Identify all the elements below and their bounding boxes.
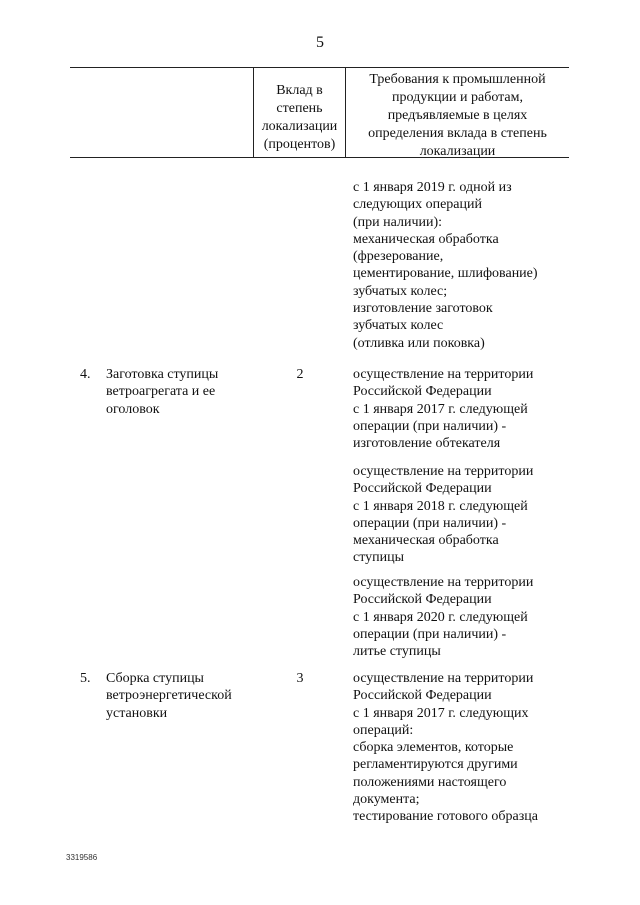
footer-code: 3319586 bbox=[66, 853, 98, 862]
requirements-continuation: с 1 января 2019 г. одной из следующих операций (при наличии): механическая обработка (фрезерование, цементирование, шлифование) зубчатых колес; изготовление заготовок зубчатых колес (отливка или поковка) bbox=[353, 180, 538, 351]
table-top-rule bbox=[70, 67, 569, 68]
row-4-percent: 2 bbox=[296, 367, 304, 382]
row-5-requirement-1: осуществление на территории Российской Федерации с 1 января 2017 г. следующих операций: сборка элементов, которые регламентируются другими положениями настоящего документа; тестирование готового образца bbox=[353, 671, 538, 825]
row-4-name: Заготовка ступицы ветроагрегата и ее оголовок bbox=[106, 367, 219, 417]
header-requirements: Требования к промышленной продукции и работам, предъявляемые в целях определения вклада в степень локализации bbox=[368, 72, 547, 159]
row-4-requirement-1: осуществление на территории Российской Федерации с 1 января 2017 г. следующей операции (при наличии) - изготовление обтекателя bbox=[353, 367, 534, 452]
row-4-number: 4. bbox=[80, 367, 91, 382]
row-5-name: Сборка ступицы ветроэнергетической установки bbox=[106, 671, 232, 721]
row-4-requirement-3: осуществление на территории Российской Федерации с 1 января 2020 г. следующей операции (при наличии) - литье ступицы bbox=[353, 575, 534, 660]
row-5-number: 5. bbox=[80, 671, 91, 686]
row-4-requirement-2: осуществление на территории Российской Федерации с 1 января 2018 г. следующей операции (при наличии) - механическая обработка ступицы bbox=[353, 464, 534, 566]
header-contribution: Вклад в степень локализации (процентов) bbox=[261, 83, 338, 152]
page-number: 5 bbox=[316, 34, 324, 51]
row-5-percent: 3 bbox=[296, 671, 304, 686]
